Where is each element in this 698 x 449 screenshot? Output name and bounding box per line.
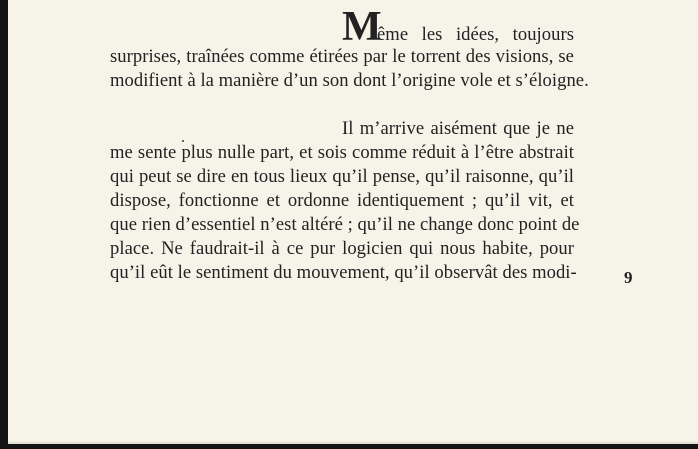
page-number: 9	[624, 268, 633, 287]
text-line: Il m’arrive aisément que je ne	[342, 118, 574, 139]
opening-line	[342, 4, 574, 50]
ink-speck	[182, 140, 184, 142]
book-page	[8, 0, 698, 444]
text-line: me sente plus nulle part, et sois comme réduit à l’être abstrait	[110, 142, 574, 163]
drop-cap: M	[342, 4, 382, 50]
text-line: modifient à la manière d’un son dont l’origine vole et s’éloigne.	[110, 70, 589, 91]
page-edge	[8, 441, 698, 444]
text-line: place. Ne faudrait-il à ce pur logicien qui nous habite, pour	[110, 238, 574, 259]
text-line: qu’il eût le sentiment du mouvement, qu’il observât des modi-	[110, 262, 577, 283]
text-line: ême les idées, toujours	[377, 24, 574, 45]
text-line: que rien d’essentiel n’est altéré ; qu’il ne change donc point de	[110, 214, 580, 235]
text-line: dispose, fonctionne et ordonne identiquement ; qu’il vit, et	[110, 190, 574, 211]
text-line: qui peut se dire en tous lieux qu’il pense, qu’il raisonne, qu’il	[110, 166, 574, 187]
text-line: surprises, traînées comme étirées par le torrent des visions, se	[110, 46, 574, 67]
